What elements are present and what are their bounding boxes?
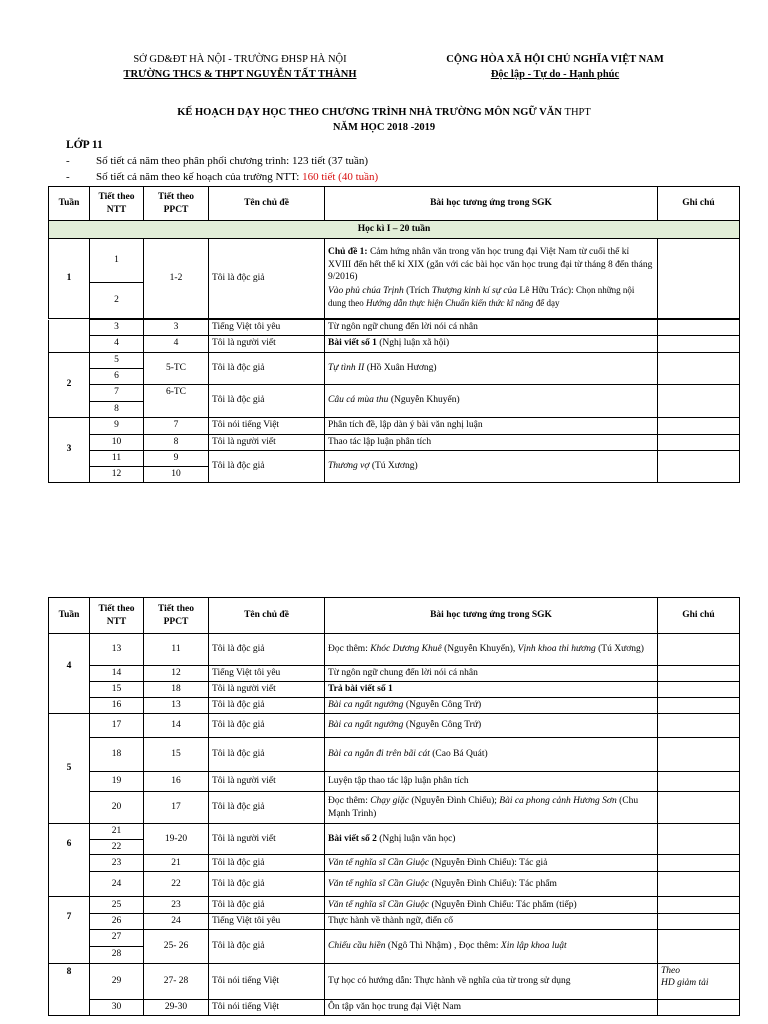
ntt-cell: 23 — [90, 855, 144, 872]
ppct-cell: 24 — [144, 914, 209, 930]
semester-row — [49, 221, 740, 239]
ntt-cell: 11 — [90, 450, 144, 466]
table-row — [49, 352, 740, 368]
col-ntt: Tiết theo NTT — [90, 187, 144, 221]
ntt-cell: 1 — [90, 239, 144, 283]
ntt-cell: 15 — [90, 682, 144, 698]
table-row — [49, 384, 740, 401]
ppct-cell: 25- 26 — [144, 929, 209, 963]
topic-cell: Tôi nói tiếng Việt — [209, 417, 325, 434]
nation-name: CỘNG HÒA XÃ HỘI CHỦ NGHĨA VIỆT NAM — [446, 54, 664, 65]
topic-cell: Tiếng Việt tôi yêu — [209, 666, 325, 682]
week-cell: 3 — [49, 417, 90, 482]
ntt-cell: 16 — [90, 698, 144, 714]
lesson-cell: Từ ngôn ngữ chung đến lời nói cá nhân — [325, 666, 658, 682]
table-row — [49, 824, 740, 840]
table-header-row — [49, 598, 740, 634]
issuer-line-1: SỞ GD&ĐT HÀ NỘI - TRƯỜNG ĐHSP HÀ NỘI — [133, 54, 347, 65]
note-cell — [658, 792, 740, 824]
ppct-cell: 4 — [144, 335, 209, 352]
ppct-cell: 10 — [144, 466, 209, 482]
table-row — [49, 666, 740, 682]
lesson-cell: Tự tình II (Hồ Xuân Hương) — [325, 352, 658, 384]
ppct-cell: 13 — [144, 698, 209, 714]
table-row — [49, 634, 740, 666]
lesson-cell: Bài viết số 1 (Nghị luận xã hội) — [325, 335, 658, 352]
ntt-cell: 3 — [90, 320, 144, 336]
topic-cell: Tôi là độc giả — [209, 714, 325, 738]
week-cell: 1 — [49, 239, 90, 319]
topic-cell: Tôi là người viết — [209, 335, 325, 352]
ppct-cell: 21 — [144, 855, 209, 872]
col-week: Tuần — [49, 187, 90, 221]
issuer-header — [80, 52, 400, 82]
ntt-cell: 29 — [90, 963, 144, 999]
topic-cell: Tôi là độc giả — [209, 855, 325, 872]
lesson-cell: Văn tế nghĩa sĩ Cần Giuộc (Nguyễn Đình Chiểu): Tác giả — [325, 855, 658, 872]
lesson-cell: Bài viết số 2 (Nghị luận văn học) — [325, 824, 658, 855]
week-cell: 4 — [49, 634, 90, 714]
ppct-cell: 16 — [144, 772, 209, 792]
ntt-cell: 26 — [90, 914, 144, 930]
topic-cell: Tôi là độc giả — [209, 698, 325, 714]
col-topic: Tên chủ đề — [209, 598, 325, 634]
note-cell: Theo HD giảm tải — [658, 963, 740, 999]
note-cell — [658, 666, 740, 682]
lesson-cell: Thao tác lập luận phân tích — [325, 434, 658, 450]
topic-cell: Tiếng Việt tôi yêu — [209, 320, 325, 336]
plan-title: KẾ HOẠCH DẠY HỌC THEO CHƯƠNG TRÌNH NHÀ TRƯỜNG MÔN NGỮ VĂN THPT — [177, 107, 591, 118]
ntt-cell: 13 — [90, 634, 144, 666]
topic-cell: Tôi là độc giả — [209, 929, 325, 963]
lesson-cell: Đọc thêm: Chạy giặc (Nguyễn Đình Chiểu); Bài ca phong cảnh Hương Sơn (Chu Mạnh Trinh) — [325, 792, 658, 824]
topic-cell: Tôi là độc giả — [209, 239, 325, 319]
col-lesson: Bài học tương ứng trong SGK — [325, 598, 658, 634]
note-cell — [658, 335, 740, 352]
ntt-cell: 5 — [90, 352, 144, 368]
table-row — [49, 417, 740, 434]
ntt-cell: 24 — [90, 872, 144, 897]
class-label: LỚP 11 — [66, 139, 103, 151]
col-note: Ghi chú — [658, 187, 740, 221]
note-cell — [658, 320, 740, 336]
lesson-cell: Chiếu cầu hiền (Ngô Thì Nhậm) , Đọc thêm: Xin lập khoa luật — [325, 929, 658, 963]
ppct-cell: 14 — [144, 714, 209, 738]
ntt-cell: 20 — [90, 792, 144, 824]
lesson-cell: Thương vợ (Tú Xương) — [325, 450, 658, 482]
week-cell — [49, 320, 90, 353]
topic-cell: Tôi là độc giả — [209, 897, 325, 914]
ntt-cell: 10 — [90, 434, 144, 450]
table-row — [49, 320, 740, 336]
table-row — [49, 929, 740, 946]
topic-cell: Tôi là người viết — [209, 772, 325, 792]
table-row — [49, 239, 740, 283]
table-row — [49, 698, 740, 714]
ntt-cell: 8 — [90, 401, 144, 417]
table-row — [49, 792, 740, 824]
ntt-cell: 2 — [90, 283, 144, 319]
ntt-cell: 21 — [90, 824, 144, 840]
plan-table-1 — [48, 186, 740, 334]
table-row — [49, 914, 740, 930]
week-cell: 6 — [49, 824, 90, 897]
lesson-cell: Ôn tập văn học trung đại Việt Nam — [325, 999, 658, 1015]
ppct-cell: 23 — [144, 897, 209, 914]
ntt-cell: 9 — [90, 417, 144, 434]
lesson-cell: Bài ca ngất ngưởng (Nguyễn Công Trứ) — [325, 698, 658, 714]
topic-cell: Tôi là người viết — [209, 682, 325, 698]
week-cell: 2 — [49, 352, 90, 417]
note-cell — [658, 450, 740, 482]
ppct-cell: 8 — [144, 434, 209, 450]
ntt-cell: 17 — [90, 714, 144, 738]
col-ppct: Tiết theo PPCT — [144, 187, 209, 221]
ppct-cell: 29-30 — [144, 999, 209, 1015]
lesson-cell: Trả bài viết số 1 — [325, 682, 658, 698]
lesson-cell: Bài ca ngắn đi trên bãi cát (Cao Bá Quát) — [325, 738, 658, 772]
plan-table-1-rows — [48, 319, 740, 483]
topic-cell: Tôi là người viết — [209, 434, 325, 450]
lesson-cell: Tự học có hướng dẫn: Thực hành về nghĩa của từ trong sử dụng — [325, 963, 658, 999]
lesson-cell: Từ ngôn ngữ chung đến lời nói cá nhân — [325, 320, 658, 336]
col-topic: Tên chủ đề — [209, 187, 325, 221]
note-cell — [658, 855, 740, 872]
lesson-cell: Bài ca ngất ngưởng (Nguyễn Công Trứ) — [325, 714, 658, 738]
ntt-cell: 22 — [90, 839, 144, 855]
table-row — [49, 855, 740, 872]
ppct-cell: 3 — [144, 320, 209, 336]
semester-label: Học kì I – 20 tuần — [49, 221, 740, 239]
lesson-cell: Đọc thêm: Khóc Dương Khuê (Nguyễn Khuyến), Vịnh khoa thi hương (Tú Xương) — [325, 634, 658, 666]
ntt-cell: 4 — [90, 335, 144, 352]
topic-cell: Tôi là người viết — [209, 824, 325, 855]
table-row — [49, 714, 740, 738]
note-cell — [658, 384, 740, 417]
note-cell — [658, 698, 740, 714]
plan-table-2 — [48, 597, 740, 1016]
table-row — [49, 897, 740, 914]
nation-header — [400, 52, 710, 82]
ntt-cell: 19 — [90, 772, 144, 792]
lesson-cell: Văn tế nghĩa sĩ Cần Giuộc (Nguyễn Đình Chiểu: Tác phẩm (tiếp) — [325, 897, 658, 914]
topic-cell: Tôi là độc giả — [209, 384, 325, 417]
note-cell — [658, 352, 740, 384]
ppct-cell: 15 — [144, 738, 209, 772]
note-cell — [658, 999, 740, 1015]
lesson-cell: Chủ đề 1: Cảm hứng nhân văn trong văn học trung đại Việt Nam từ cuối thế kỉ XVIII đến hết thế kỉ XIX (gắn với các bài học văn học trung đại từ tháng 8 đến tháng 9/2016) Vào phủ chúa Trịnh (Trích Thượng kinh kí sự của Lê Hữu Trác): Chọn những nội dung theo Hướng dẫn thực hiện Chuẩn kiến thức kĩ năng để dạy — [325, 239, 658, 319]
ntt-cell: 7 — [90, 384, 144, 401]
ppct-cell: 6-TC — [144, 384, 209, 417]
col-ntt: Tiết theo NTT — [90, 598, 144, 634]
ntt-cell: 14 — [90, 666, 144, 682]
note-cell — [658, 772, 740, 792]
table-row — [49, 335, 740, 352]
table-row — [49, 450, 740, 466]
note-cell — [658, 872, 740, 897]
col-note: Ghi chú — [658, 598, 740, 634]
table-header-row — [49, 187, 740, 221]
week-cell: 7 — [49, 897, 90, 964]
note-cell — [658, 682, 740, 698]
table-row — [49, 738, 740, 772]
note-cell — [658, 434, 740, 450]
ppct-cell: 27- 28 — [144, 963, 209, 999]
ntt-cell: 27 — [90, 929, 144, 946]
ppct-cell: 7 — [144, 417, 209, 434]
note-cell — [658, 897, 740, 914]
lesson-cell: Phân tích đề, lập dàn ý bài văn nghị luận — [325, 417, 658, 434]
note-cell — [658, 914, 740, 930]
note-cell — [658, 824, 740, 855]
ntt-cell: 28 — [90, 946, 144, 963]
bullet-ntt-total: - Số tiết cả năm theo kế hoạch của trường NTT: 160 tiết (40 tuần) — [66, 171, 379, 183]
ntt-cell: 25 — [90, 897, 144, 914]
lesson-cell: Văn tế nghĩa sĩ Cần Giuộc (Nguyễn Đình Chiểu): Tác phẩm — [325, 872, 658, 897]
table-row — [49, 963, 740, 999]
ntt-cell: 12 — [90, 466, 144, 482]
table-row — [49, 772, 740, 792]
ppct-cell: 22 — [144, 872, 209, 897]
ppct-cell: 5-TC — [144, 352, 209, 384]
ppct-cell: 12 — [144, 666, 209, 682]
topic-cell: Tôi là độc giả — [209, 352, 325, 384]
ntt-cell: 18 — [90, 738, 144, 772]
ppct-cell: 18 — [144, 682, 209, 698]
topic-cell: Tôi là độc giả — [209, 634, 325, 666]
col-lesson: Bài học tương ứng trong SGK — [325, 187, 658, 221]
table-row — [49, 999, 740, 1015]
ppct-cell: 1-2 — [144, 239, 209, 319]
topic-cell: Tôi nói tiếng Việt — [209, 999, 325, 1015]
lesson-cell: Câu cá mùa thu (Nguyễn Khuyến) — [325, 384, 658, 417]
nation-motto: Độc lập - Tự do - Hạnh phúc — [490, 69, 620, 80]
ppct-cell: 17 — [144, 792, 209, 824]
note-cell — [658, 239, 740, 319]
school-name: TRƯỜNG THCS & THPT NGUYỄN TẤT THÀNH — [123, 69, 357, 80]
lesson-cell: Thực hành về thành ngữ, điển cố — [325, 914, 658, 930]
lesson-cell: Luyện tập thao tác lập luận phân tích — [325, 772, 658, 792]
ppct-cell: 9 — [144, 450, 209, 466]
topic-cell: Tôi là độc giả — [209, 450, 325, 482]
bullet-ppct-total: - Số tiết cả năm theo phân phối chương trình: 123 tiết (37 tuần) — [66, 155, 369, 167]
ntt-cell: 30 — [90, 999, 144, 1015]
topic-cell: Tôi nói tiếng Việt — [209, 963, 325, 999]
topic-cell: Tôi là độc giả — [209, 872, 325, 897]
ntt-cell: 6 — [90, 368, 144, 384]
school-year: NĂM HỌC 2018 -2019 — [332, 122, 436, 133]
table-row — [49, 434, 740, 450]
note-cell — [658, 738, 740, 772]
week-cell: 8 — [49, 963, 90, 1015]
week-cell: 5 — [49, 714, 90, 824]
topic-cell: Tôi là độc giả — [209, 792, 325, 824]
note-cell — [658, 417, 740, 434]
ppct-cell: 19-20 — [144, 824, 209, 855]
note-cell — [658, 714, 740, 738]
col-week: Tuần — [49, 598, 90, 634]
table-row — [49, 682, 740, 698]
col-ppct: Tiết theo PPCT — [144, 598, 209, 634]
ppct-cell: 11 — [144, 634, 209, 666]
topic-cell: Tiếng Việt tôi yêu — [209, 914, 325, 930]
note-cell — [658, 929, 740, 963]
table-row — [49, 872, 740, 897]
note-cell — [658, 634, 740, 666]
topic-cell: Tôi là độc giả — [209, 738, 325, 772]
